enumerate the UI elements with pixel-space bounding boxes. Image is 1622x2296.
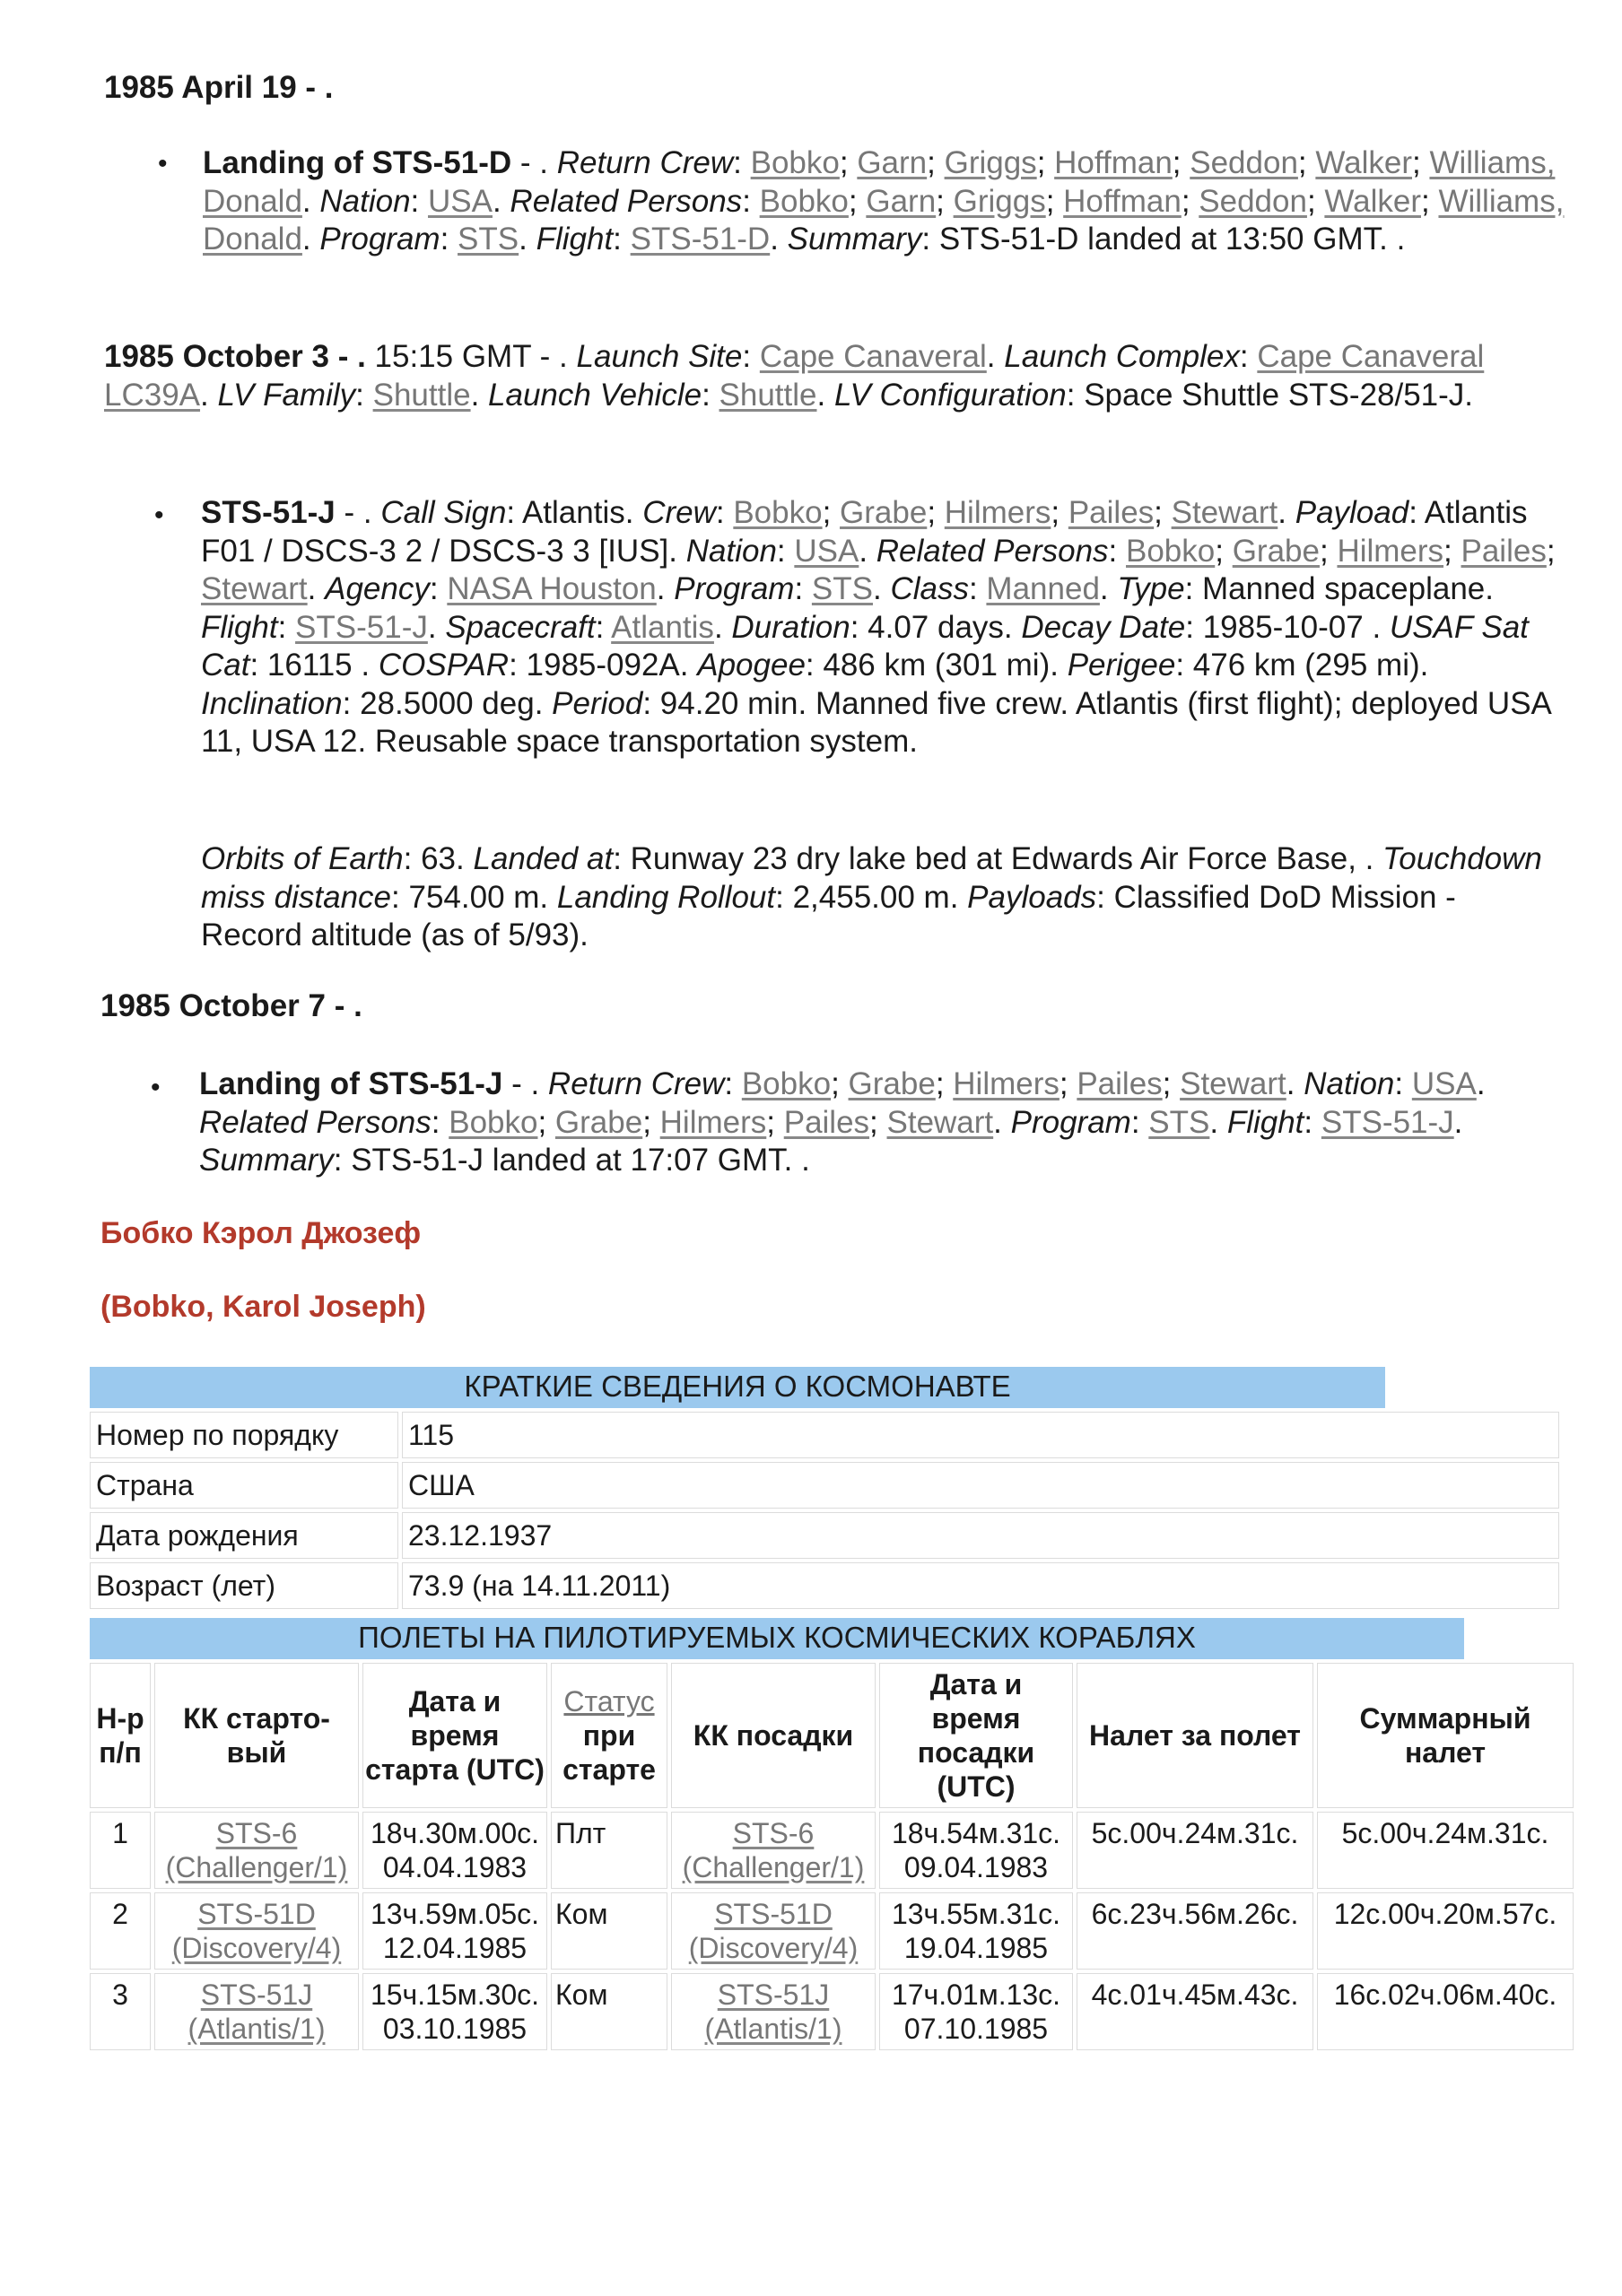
status-link[interactable]: Статус: [563, 1685, 655, 1718]
field-label: LV Family: [217, 378, 356, 413]
person-link[interactable]: Grabe: [840, 495, 928, 530]
info-label: Страна: [90, 1462, 398, 1509]
land-time: 18ч.54м.31с.: [891, 1817, 1061, 1849]
col-header-number: Н-р п/п: [90, 1663, 151, 1808]
spacecraft-link[interactable]: (Challenger/1): [682, 1851, 865, 1883]
field-label: Inclination: [201, 685, 343, 721]
person-link[interactable]: Williams, Donald: [203, 183, 1565, 257]
program-link[interactable]: STS: [811, 571, 873, 606]
person-link[interactable]: Griggs: [953, 183, 1046, 219]
info-value: 115: [402, 1412, 1559, 1458]
field-label: Type: [1117, 571, 1185, 606]
person-link[interactable]: Hilmers: [944, 495, 1051, 530]
field-label: Flight: [536, 222, 614, 257]
entry-title: Landing of STS-51-J: [199, 1066, 503, 1101]
date-heading: 1985 October 7 - .: [100, 988, 362, 1023]
start-datetime-cell: [362, 1812, 547, 1889]
field-label: Perigee: [1067, 648, 1176, 683]
status-cell: Плт: [551, 1812, 667, 1889]
spacecraft-link[interactable]: STS-51D: [714, 1898, 833, 1930]
start-time: 15ч.15м.30с.: [370, 1979, 540, 2011]
person-link[interactable]: Stewart: [886, 1104, 994, 1140]
program-link[interactable]: STS: [458, 222, 519, 257]
lv-config-text: Space Shuttle STS-28/51-J.: [1084, 378, 1474, 413]
flight-number: 3: [90, 1973, 151, 2050]
entry-landing-sts-51-d: Landing of STS-51-D - . Return Crew: Bobko; Garn; Griggs; Hoffman; Seddon; Walker; Williams, Donald. Nation: USA. Related Persons: Bobko; Garn; Griggs; Hoffman; Seddon; Walker; Williams, Donald. Program: STS. Flight: STS-51-D. Summary: STS-51-D landed at 13:50 GMT. .: [203, 145, 1565, 257]
entry-title: Landing of STS-51-D: [203, 145, 512, 180]
field-label: Landed at: [473, 841, 614, 876]
person-link[interactable]: Pailes: [1077, 1066, 1163, 1101]
table-header-row: [90, 1663, 1574, 1808]
launch-vehicle-link[interactable]: Shuttle: [719, 378, 817, 413]
field-label: Agency: [325, 571, 430, 606]
field-label: Program: [1010, 1104, 1131, 1140]
flight-link[interactable]: STS-51-D: [630, 222, 771, 257]
land-craft-cell: [671, 1892, 876, 1970]
table-row: [90, 1973, 1574, 2050]
field-label: Call Sign: [380, 495, 507, 530]
field-value: 476 km (295 mi).: [1192, 648, 1429, 683]
person-link[interactable]: Garn: [857, 145, 928, 180]
field-label: Decay Date: [1021, 609, 1186, 645]
start-craft-cell: [154, 1892, 359, 1970]
person-link[interactable]: Grabe: [848, 1066, 936, 1101]
field-label: Related Persons: [876, 533, 1109, 569]
field-label: Nation: [319, 183, 411, 219]
land-date: 07.10.1985: [903, 2013, 1049, 2045]
col-header-start-craft: КК старто-вый: [154, 1663, 359, 1808]
field-label: Payload: [1295, 495, 1409, 530]
spacecraft-link[interactable]: (Atlantis/1): [187, 2013, 326, 2045]
start-time: 18ч.30м.00с.: [370, 1817, 540, 1849]
date-heading: 1985 October 3 - .: [104, 339, 366, 374]
person-link[interactable]: Stewart: [1180, 1066, 1286, 1101]
field-label: Touchdown miss distance: [201, 841, 1542, 915]
lv-family-link[interactable]: Shuttle: [372, 378, 471, 413]
flight-time-cell: 6с.23ч.56м.26с.: [1077, 1892, 1313, 1970]
person-link[interactable]: Hilmers: [1337, 533, 1444, 569]
person-link[interactable]: Walker: [1324, 183, 1421, 219]
total-time-cell: 5с.00ч.24м.31с.: [1317, 1812, 1574, 1889]
field-label: Period: [552, 685, 643, 721]
entry-landing-sts-51-j: Landing of STS-51-J - . Return Crew: Bobko; Grabe; Hilmers; Pailes; Stewart. Nation: USA. Related Persons: Bobko; Grabe; Hilmers; Pailes; Stewart. Program: STS. Flight: STS-51-J. Summary: STS-51-J landed at 17:07 GMT. .: [199, 1066, 1486, 1178]
field-label: Duration: [731, 609, 850, 645]
spacecraft-link[interactable]: Atlantis: [611, 609, 714, 645]
spacecraft-link[interactable]: (Discovery/4): [171, 1932, 342, 1964]
land-craft-cell: [671, 1973, 876, 2050]
nation-link[interactable]: USA: [1411, 1066, 1477, 1101]
field-label: Program: [319, 222, 440, 257]
total-time-cell: 12с.00ч.20м.57с.: [1317, 1892, 1574, 1970]
flight-number: 2: [90, 1892, 151, 1970]
info-label: Номер по порядку: [90, 1412, 398, 1458]
info-section-header: КРАТКИЕ СВЕДЕНИЯ О КОСМОНАВТЕ: [90, 1367, 1385, 1408]
person-link[interactable]: Pailes: [1461, 533, 1547, 569]
field-label: Return Crew: [547, 1066, 725, 1101]
status-cell: Ком: [551, 1892, 667, 1970]
info-value: 23.12.1937: [402, 1512, 1559, 1559]
agency-link[interactable]: NASA Houston: [447, 571, 657, 606]
info-label: Дата рождения: [90, 1512, 398, 1559]
field-label: Related Persons: [199, 1104, 432, 1140]
col-header-status: [551, 1663, 667, 1808]
flight-time-cell: 5с.00ч.24м.31с.: [1077, 1812, 1313, 1889]
flight-link[interactable]: STS-51-J: [1321, 1104, 1454, 1140]
person-link[interactable]: Seddon: [1199, 183, 1307, 219]
person-link[interactable]: Pailes: [1068, 495, 1155, 530]
col-header-flight-time: Налет за полет: [1077, 1663, 1313, 1808]
person-link[interactable]: Bobko: [741, 1066, 832, 1101]
spacecraft-link[interactable]: STS-51D: [197, 1898, 316, 1930]
entry-title: STS-51-J: [201, 495, 336, 530]
field-label: Flight: [201, 609, 278, 645]
land-craft-cell: [671, 1812, 876, 1889]
field-label: Nation: [1304, 1066, 1395, 1101]
person-link[interactable]: Bobko: [750, 145, 840, 180]
launch-time: 15:15 GMT - .: [365, 339, 577, 374]
spacecraft-link[interactable]: STS-6: [732, 1817, 815, 1849]
field-value: Classified DoD Mission - Record altitude (as of 5/93).: [201, 879, 1456, 952]
summary-text: STS-51-J landed at 17:07 GMT. .: [351, 1143, 810, 1178]
person-link[interactable]: Pailes: [783, 1104, 870, 1140]
field-label: Crew: [642, 495, 716, 530]
info-label: Возраст (лет): [90, 1562, 398, 1609]
col-header-land-craft: КК посадки: [671, 1663, 876, 1808]
flight-number: 1: [90, 1812, 151, 1889]
field-value: Atlantis F01 / DSCS-3 2 / DSCS-3 3 [IUS].: [201, 495, 1528, 569]
entry-sts-51-j: STS-51-J - . Call Sign: Atlantis. Crew: Bobko; Grabe; Hilmers; Pailes; Stewart. Payload: Atlantis F01 / DSCS-3 2 / DSCS-3 3 [IUS]. Nation: USA. Related Persons: Bobko; Grabe; Hilmers; Pailes; Stewart. Agency: NASA Houston. Program: STS. Class: Manned. Type: Manned spaceplane. Flight: STS-51-J. Spacecraft: Atlantis. Duration: 4.07 days. Decay Date: 1985-10-07 . USAF Sat Cat: 16115 . COSPAR: 1985-092A. Apogee: 486 km (301 mi). Perigee: 476 km (295 mi). Inclination: 28.5000 deg. Period: 94.20 min. Manned five crew. Atlantis (first flight); deployed USA 11, USA 12. Reusable space transportation system.: [201, 495, 1556, 759]
start-craft-cell: [154, 1973, 359, 2050]
start-date: 03.10.1985: [382, 2013, 528, 2045]
person-link[interactable]: Stewart: [201, 571, 308, 606]
field-label: Landing Rollout: [556, 879, 776, 915]
land-date: 19.04.1985: [903, 1932, 1049, 1964]
table-row: [90, 1812, 1574, 1889]
description-text: Manned five crew. Atlantis (first flight); deployed USA 11, USA 12. Reusable space transportation system.: [201, 685, 1550, 759]
person-link[interactable]: Bobko: [1126, 533, 1216, 569]
flights-section-header: ПОЛЕТЫ НА ПИЛОТИРУЕМЫХ КОСМИЧЕСКИХ КОРАБЛЯХ: [90, 1618, 1464, 1659]
flight-time-cell: 4с.01ч.45м.43с.: [1077, 1973, 1313, 2050]
nation-link[interactable]: USA: [428, 183, 493, 219]
field-label: Nation: [685, 533, 777, 569]
field-label: Launch Site: [576, 339, 743, 374]
col-header-start-datetime: Дата и время старта (UTC): [362, 1663, 547, 1808]
col-header-total-time: Суммарный налет: [1317, 1663, 1574, 1808]
field-value: 1985-10-07 .: [1202, 609, 1382, 645]
land-datetime-cell: [879, 1812, 1073, 1889]
person-link[interactable]: Bobko: [449, 1104, 538, 1140]
person-link[interactable]: Stewart: [1171, 495, 1278, 530]
table-row: [90, 1462, 1559, 1509]
start-datetime-cell: [362, 1973, 547, 2050]
field-label: Launch Vehicle: [488, 378, 702, 413]
person-link[interactable]: Bobko: [759, 183, 849, 219]
flight-link[interactable]: STS-51-J: [295, 609, 428, 645]
entry-sts-51-j-landing-details: Orbits of Earth: 63. Landed at: Runway 23 dry lake bed at Edwards Air Force Base, . Touchdown miss distance: 754.00 m. Landing Rollout: 2,455.00 m. Payloads: Classified DoD Mission - Record altitude (as of 5/93).: [201, 841, 1542, 952]
field-label: Program: [674, 571, 795, 606]
person-link[interactable]: Walker: [1315, 145, 1412, 180]
person-link[interactable]: Hoffman: [1054, 145, 1173, 180]
field-label: COSPAR: [378, 648, 510, 683]
field-label: Summary: [787, 222, 922, 257]
start-time: 13ч.59м.05с.: [370, 1898, 540, 1930]
table-row: [90, 1412, 1559, 1458]
field-value: 28.5000 deg.: [360, 685, 544, 721]
nation-link[interactable]: USA: [794, 533, 859, 569]
class-link[interactable]: Manned: [986, 571, 1100, 606]
field-value: Runway 23 dry lake bed at Edwards Air Force Base, .: [630, 841, 1374, 876]
field-label: Class: [890, 571, 969, 606]
bullet: •: [154, 500, 164, 530]
cosmonaut-name-ru: Бобко Кэрол Джозеф: [100, 1216, 422, 1250]
bullet: •: [151, 1073, 161, 1102]
person-link[interactable]: Grabe: [554, 1104, 643, 1140]
person-link[interactable]: Bobko: [733, 495, 823, 530]
field-label: Payloads: [967, 879, 1097, 915]
info-value: 73.9 (на 14.11.2011): [402, 1562, 1559, 1609]
field-value: 1985-092A.: [526, 648, 689, 683]
start-date: 12.04.1985: [382, 1932, 528, 1964]
person-link[interactable]: Hilmers: [659, 1104, 767, 1140]
cosmonaut-name-en: (Bobko, Karol Joseph): [100, 1290, 426, 1324]
spacecraft-link[interactable]: STS-6: [215, 1817, 298, 1849]
field-value: 94.20 min.: [659, 685, 807, 721]
bullet: •: [158, 149, 168, 178]
field-value: 754.00 m.: [408, 879, 549, 915]
field-value: 486 km (301 mi).: [823, 648, 1059, 683]
land-datetime-cell: [879, 1973, 1073, 2050]
field-label: USAF Sat Cat: [201, 609, 1529, 683]
field-value: 2,455.00 m.: [792, 879, 959, 915]
total-time-cell: 16с.02ч.06м.40с.: [1317, 1973, 1574, 2050]
field-label: Launch Complex: [1004, 339, 1240, 374]
land-time: 13ч.55м.31с.: [891, 1898, 1061, 1930]
field-value: 63.: [421, 841, 465, 876]
person-link[interactable]: Seddon: [1190, 145, 1298, 180]
table-row: [90, 1512, 1559, 1559]
field-label: Return Crew: [556, 145, 734, 180]
launch-complex-link[interactable]: Cape Canaveral LC39A: [104, 339, 1485, 413]
summary-text: STS-51-D landed at 13:50 GMT. .: [938, 222, 1406, 257]
program-link[interactable]: STS: [1148, 1104, 1210, 1140]
spacecraft-link[interactable]: STS-51J: [717, 1979, 830, 2011]
spacecraft-link[interactable]: STS-51J: [200, 1979, 313, 2011]
table-row: [90, 1562, 1559, 1609]
person-link[interactable]: Grabe: [1232, 533, 1320, 569]
start-date: 04.04.1983: [382, 1851, 528, 1883]
land-date: 09.04.1983: [903, 1851, 1049, 1883]
start-datetime-cell: [362, 1892, 547, 1970]
status-header-rest: при старте: [562, 1719, 656, 1786]
person-link[interactable]: Hilmers: [953, 1066, 1060, 1101]
person-link[interactable]: Griggs: [944, 145, 1037, 180]
field-label: LV Configuration: [833, 378, 1067, 413]
field-label: Spacecraft: [445, 609, 596, 645]
person-link[interactable]: Williams, Donald: [203, 145, 1556, 219]
table-row: [90, 1892, 1574, 1970]
land-time: 17ч.01м.13с.: [891, 1979, 1061, 2011]
launch-site-link[interactable]: Cape Canaveral: [759, 339, 987, 374]
spacecraft-link[interactable]: (Challenger/1): [165, 1851, 348, 1883]
spacecraft-link[interactable]: (Atlantis/1): [704, 2013, 842, 2045]
launch-heading: 1985 October 3 - . 15:15 GMT - . Launch Site: Cape Canaveral. Launch Complex: Cape Canaveral LC39A. LV Family: Shuttle. Launch Vehicle: Shuttle. LV Configuration: Space Shuttle STS-28/51-J.: [104, 339, 1485, 413]
start-craft-cell: [154, 1812, 359, 1889]
info-table: [86, 1408, 1563, 1613]
field-label: Orbits of Earth: [201, 841, 404, 876]
separator: - .: [511, 145, 557, 180]
field-value: 16115 .: [266, 648, 371, 683]
person-link[interactable]: Garn: [866, 183, 937, 219]
field-value: Atlantis.: [521, 495, 634, 530]
person-link[interactable]: Hoffman: [1063, 183, 1182, 219]
field-label: Summary: [199, 1143, 334, 1178]
spacecraft-link[interactable]: (Discovery/4): [688, 1932, 859, 1964]
status-cell: Ком: [551, 1973, 667, 2050]
field-label: Related Persons: [510, 183, 743, 219]
date-heading: 1985 April 19 - .: [104, 70, 334, 105]
field-label: Apogee: [697, 648, 806, 683]
field-label: Flight: [1226, 1104, 1304, 1140]
field-value: 4.07 days.: [868, 609, 1013, 645]
col-header-land-datetime: Дата и время посадки (UTC): [879, 1663, 1073, 1808]
flights-table: [86, 1659, 1577, 2054]
field-value: Manned spaceplane.: [1202, 571, 1494, 606]
info-value: США: [402, 1462, 1559, 1509]
land-datetime-cell: [879, 1892, 1073, 1970]
